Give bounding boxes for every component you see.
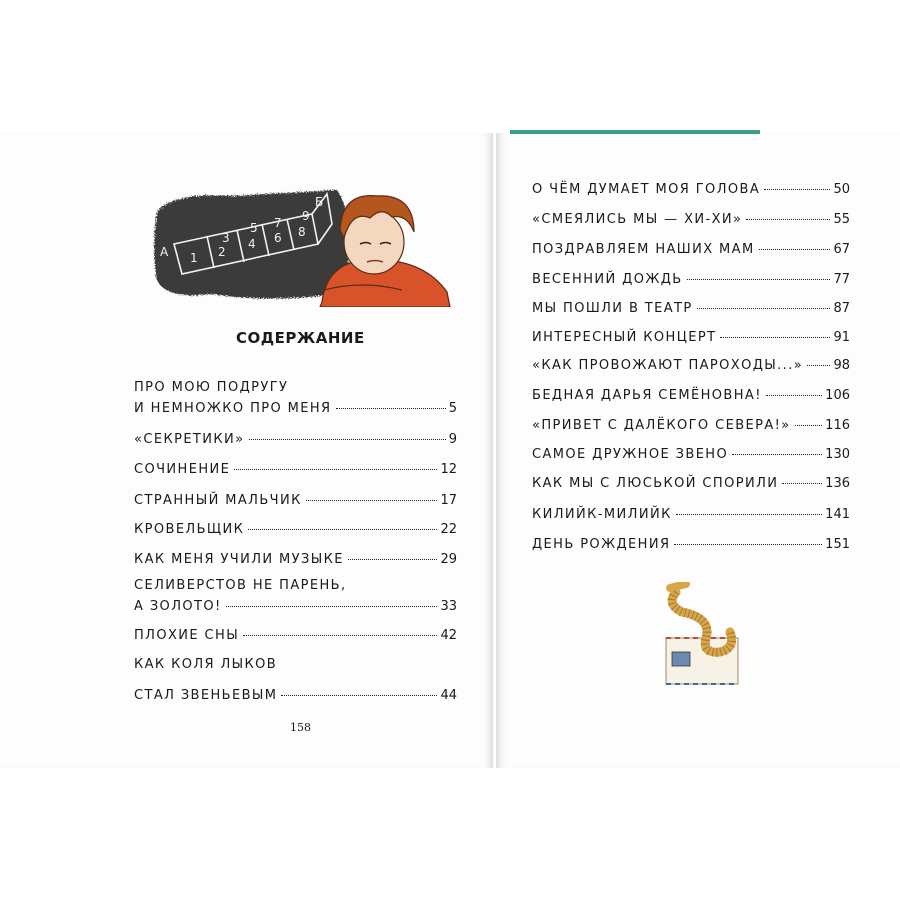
toc-entry-page: 91 bbox=[833, 330, 850, 345]
toc-entry[interactable] bbox=[134, 432, 457, 447]
dot-leader bbox=[234, 469, 437, 470]
toc-entry[interactable] bbox=[134, 688, 457, 703]
toc-entry-page: 55 bbox=[833, 212, 850, 227]
dot-leader bbox=[697, 308, 831, 309]
hopscotch-number: 3 bbox=[222, 231, 230, 245]
toc-entry[interactable] bbox=[134, 599, 457, 614]
toc-entry-title: О ЧЁМ ДУМАЕТ МОЯ ГОЛОВА bbox=[532, 182, 761, 197]
toc-entry-page: 87 bbox=[833, 301, 850, 316]
toc-entry[interactable] bbox=[532, 388, 850, 403]
page-number: 158 bbox=[290, 721, 311, 734]
toc-entry-title: ПЛОХИЕ СНЫ bbox=[134, 628, 240, 643]
dot-leader bbox=[348, 559, 438, 560]
dot-leader bbox=[732, 454, 822, 455]
toc-entry-title: КАК МЕНЯ УЧИЛИ МУЗЫКЕ bbox=[134, 552, 344, 567]
toc-entry-title: «КАК ПРОВОЖАЮТ ПАРОХОДЫ...» bbox=[532, 358, 804, 373]
toc-entry-title: КАК КОЛЯ ЛЫКОВ bbox=[134, 657, 278, 672]
hopscotch-letter: Б bbox=[315, 195, 324, 209]
hopscotch-number: 5 bbox=[250, 221, 258, 235]
toc-entry-page: 106 bbox=[825, 388, 850, 403]
toc-entry-title: СТАЛ ЗВЕНЬЕВЫМ bbox=[134, 688, 278, 703]
toc-entry-page: 141 bbox=[825, 507, 850, 522]
stamp-icon bbox=[672, 652, 690, 666]
toc-entry[interactable] bbox=[134, 522, 457, 537]
toc-entry-title: «ПРИВЕТ С ДАЛЁКОГО СЕВЕРА!» bbox=[532, 418, 791, 433]
dot-leader bbox=[281, 695, 437, 696]
dot-leader bbox=[720, 337, 830, 338]
accent-strip bbox=[510, 130, 760, 134]
dot-leader bbox=[226, 606, 438, 607]
toc-entry[interactable] bbox=[134, 401, 457, 416]
toc-entry[interactable] bbox=[532, 476, 850, 491]
hopscotch-number: 4 bbox=[248, 237, 256, 251]
dot-leader bbox=[759, 249, 831, 250]
toc-entry[interactable] bbox=[532, 272, 850, 287]
toc-entry-title: «СМЕЯЛИСЬ МЫ — ХИ-ХИ» bbox=[532, 212, 743, 227]
toc-entry-page: 50 bbox=[833, 182, 850, 197]
toc-entry-page: 44 bbox=[440, 688, 457, 703]
toc-entry-title: ДЕНЬ РОЖДЕНИЯ bbox=[532, 537, 671, 552]
page-title: СОДЕРЖАНИЕ bbox=[236, 329, 365, 347]
toc-entry-page: 116 bbox=[825, 418, 850, 433]
toc-entry-title: МЫ ПОШЛИ В ТЕАТР bbox=[532, 301, 693, 316]
toc-entry[interactable] bbox=[134, 628, 457, 643]
toc-entry[interactable] bbox=[134, 552, 457, 567]
toc-entry-title: «СЕКРЕТИКИ» bbox=[134, 432, 245, 447]
toc-entry-page: 9 bbox=[448, 432, 457, 447]
hopscotch-letter: А bbox=[160, 245, 169, 259]
toc-entry[interactable] bbox=[532, 418, 850, 433]
toc-entry-title: СТРАННЫЙ МАЛЬЧИК bbox=[134, 493, 302, 508]
envelope-tape-illustration bbox=[662, 582, 742, 688]
dot-leader bbox=[764, 189, 830, 190]
dot-leader bbox=[766, 395, 822, 396]
toc-entry-page: 98 bbox=[833, 358, 850, 373]
toc-entry-page: 29 bbox=[440, 552, 457, 567]
hopscotch-number: 7 bbox=[274, 216, 282, 230]
dot-leader bbox=[248, 529, 437, 530]
dot-leader bbox=[782, 483, 822, 484]
toc-entry[interactable] bbox=[532, 212, 850, 227]
dot-leader bbox=[795, 425, 823, 426]
toc-entry-title: ВЕСЕННИЙ ДОЖДЬ bbox=[532, 272, 683, 287]
toc-entry[interactable] bbox=[532, 330, 850, 345]
toc-entry[interactable] bbox=[532, 507, 850, 522]
toc-entry-title: ПОЗДРАВЛЯЕМ НАШИХ МАМ bbox=[532, 242, 755, 257]
toc-entry-title: СЕЛИВЕРСТОВ НЕ ПАРЕНЬ, bbox=[134, 578, 347, 593]
dot-leader bbox=[243, 635, 437, 636]
toc-entry[interactable] bbox=[134, 462, 457, 477]
dot-leader bbox=[336, 408, 446, 409]
toc-entry[interactable] bbox=[532, 182, 850, 197]
hopscotch-number: 2 bbox=[218, 245, 226, 259]
boy-hopscotch-illustration bbox=[152, 182, 452, 307]
hopscotch-number: 9 bbox=[302, 209, 310, 223]
dot-leader bbox=[746, 219, 830, 220]
toc-entry-title: КИЛИЙК-МИЛИЙК bbox=[532, 507, 672, 522]
toc-entry-page: 130 bbox=[825, 447, 850, 462]
toc-entry-page: 12 bbox=[440, 462, 457, 477]
toc-entry-page: 33 bbox=[440, 599, 457, 614]
dot-leader bbox=[676, 514, 822, 515]
toc-entry-page: 22 bbox=[440, 522, 457, 537]
hopscotch-number: 1 bbox=[190, 251, 198, 265]
toc-entry-page: 42 bbox=[440, 628, 457, 643]
toc-entry-page: 67 bbox=[833, 242, 850, 257]
dot-leader bbox=[674, 544, 822, 545]
toc-entry-title: КРОВЕЛЬЩИК bbox=[134, 522, 245, 537]
dot-leader bbox=[306, 500, 438, 501]
toc-entry[interactable] bbox=[532, 358, 850, 373]
toc-entry-page: 5 bbox=[448, 401, 457, 416]
toc-entry-title: БЕДНАЯ ДАРЬЯ СЕМЁНОВНА! bbox=[532, 388, 762, 403]
toc-entry-title: А ЗОЛОТО! bbox=[134, 599, 222, 614]
toc-entry-page: 136 bbox=[825, 476, 850, 491]
toc-entry-title: ПРО МОЮ ПОДРУГУ bbox=[134, 380, 289, 395]
toc-entry[interactable] bbox=[532, 537, 850, 552]
toc-entry-page: 77 bbox=[833, 272, 850, 287]
dot-leader bbox=[687, 279, 831, 280]
toc-entry[interactable] bbox=[532, 447, 850, 462]
dot-leader bbox=[807, 365, 830, 366]
toc-entry-title: ИНТЕРЕСНЫЙ КОНЦЕРТ bbox=[532, 330, 717, 345]
toc-entry-title: И НЕМНОЖКО ПРО МЕНЯ bbox=[134, 401, 332, 416]
toc-entry[interactable] bbox=[134, 493, 457, 508]
toc-entry-title: КАК МЫ С ЛЮСЬКОЙ СПОРИЛИ bbox=[532, 476, 779, 491]
toc-entry[interactable] bbox=[532, 242, 850, 257]
toc-entry-page: 151 bbox=[825, 537, 850, 552]
toc-entry[interactable] bbox=[532, 301, 850, 316]
toc-entry-title: СОЧИНЕНИЕ bbox=[134, 462, 231, 477]
toc-entry-page: 17 bbox=[440, 493, 457, 508]
toc-entry-title: САМОЕ ДРУЖНОЕ ЗВЕНО bbox=[532, 447, 729, 462]
hopscotch-number: 6 bbox=[274, 231, 282, 245]
dot-leader bbox=[249, 439, 446, 440]
hopscotch-number: 8 bbox=[298, 225, 306, 239]
